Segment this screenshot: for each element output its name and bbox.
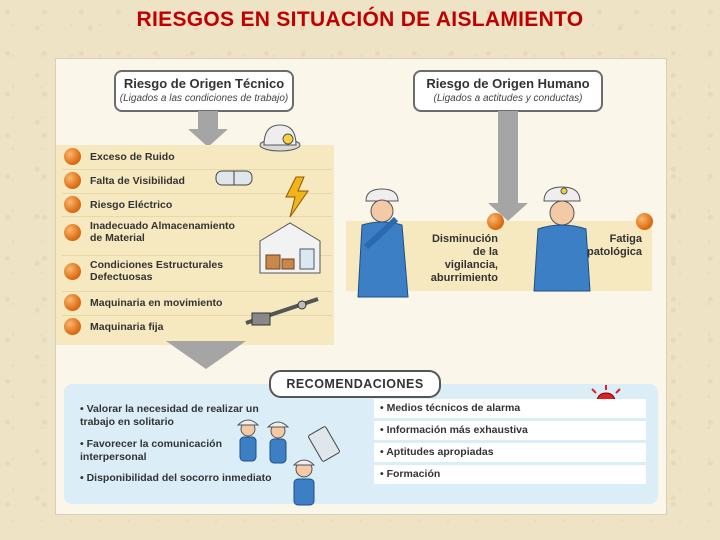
orange-bullet-icon (64, 172, 81, 189)
machinery-icon (242, 295, 322, 329)
technical-down-arrow (188, 111, 228, 147)
orange-bullet-icon (64, 148, 81, 165)
slide-title: RIESGOS EN SITUACIÓN DE AISLAMIENTO (136, 8, 584, 31)
recommendations-heading: RECOMENDACIONES (269, 370, 441, 398)
human-down-arrow (488, 111, 528, 221)
risk-item-storage: Inadecuado Almacenamiento de Material (64, 220, 250, 244)
risk-item-visibility: Falta de Visibilidad (64, 172, 185, 189)
recommendation-right-item: • Aptitudes apropiadas (374, 443, 646, 462)
goggles-icon (214, 167, 254, 189)
risk-item-moving-machinery: Maquinaria en movimiento (64, 294, 222, 311)
orange-bullet-icon (64, 318, 81, 335)
orange-bullet-icon (487, 213, 504, 230)
diagram-panel (55, 58, 667, 515)
orange-bullet-icon (64, 224, 81, 241)
bored-worker-icon (356, 189, 418, 299)
orange-bullet-icon (64, 263, 81, 280)
divider (62, 291, 332, 292)
orange-bullet-icon (64, 196, 81, 213)
risk-item-electric: Riesgo Eléctrico (64, 196, 172, 213)
risk-item-structural: Condiciones Estructurales Defectuosas (64, 259, 240, 283)
tired-worker-icon (534, 187, 594, 291)
technical-risk-box (114, 70, 294, 112)
hard-hat-icon (258, 121, 302, 161)
human-risk-box (413, 70, 603, 112)
risk-item-noise: Exceso de Ruido (64, 148, 175, 165)
human-risk-boredom: Disminución de la vigilancia, aburrimiento (430, 233, 498, 284)
risk-item-fixed-machinery: Maquinaria fija (64, 318, 164, 335)
recommendation-right-item: • Medios técnicos de alarma (374, 399, 646, 418)
technical-bottom-arrow (166, 341, 246, 369)
rescue-worker-icon (278, 427, 348, 505)
human-risk-fatigue: Fatiga patológica (586, 233, 642, 258)
recommendation-left-item: • Disponibilidad del socorro inmediato (80, 472, 272, 484)
recommendation-right-item: • Información más exhaustiva (374, 421, 646, 440)
technical-risk-subheading: (Ligados a las condiciones de trabajo) (119, 93, 289, 104)
warehouse-icon (256, 219, 324, 275)
divider (62, 169, 332, 170)
human-risk-subheading: (Ligados a actitudes y conductas) (433, 93, 583, 104)
recommendation-left-item: • Valorar la necesidad de realizar un trabajo en solitario (80, 403, 259, 428)
recommendation-right-item: • Formación (374, 465, 646, 484)
lightning-icon (282, 177, 312, 217)
orange-bullet-icon (64, 294, 81, 311)
recommendation-left-item: • Favorecer la comunicación interpersonal (80, 438, 222, 463)
orange-bullet-icon (636, 213, 653, 230)
technical-risk-heading: Riesgo de Origen Técnico (123, 76, 285, 91)
human-risk-heading: Riesgo de Origen Humano (426, 76, 590, 91)
